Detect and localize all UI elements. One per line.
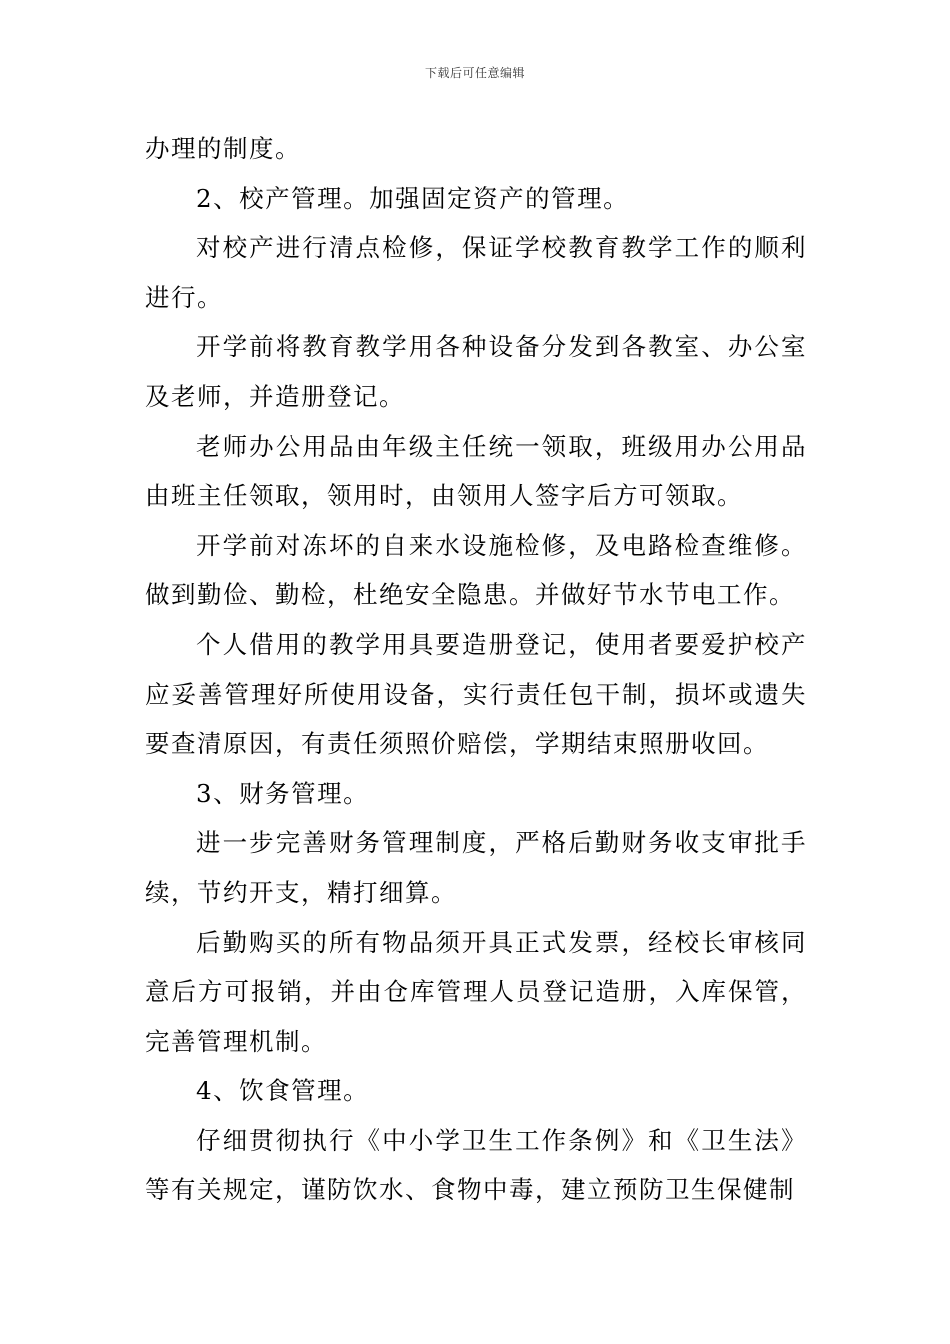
- page-header: 下载后可任意编辑: [424, 66, 525, 80]
- paragraph: 老师办公用品由年级主任统一领取，班级用办公用品由班主任领取，领用时，由领用人签字后方可领取。: [145, 431, 807, 511]
- paragraph: 后勤购买的所有物品须开具正式发票，经校长审核同意后方可报销，并由仓库管理人员登记造册，入库保管，完善管理机制。: [145, 927, 807, 1056]
- paragraph: 对校产进行清点检修，保证学校教育教学工作的顺利进行。: [145, 233, 807, 312]
- paragraph: 开学前对冻坏的自来水设施检修，及电路检查维修。做到勤俭、勤检，杜绝安全隐患。并做好节水节电工作。: [145, 530, 807, 610]
- paragraph: 开学前将教育教学用各种设备分发到各教室、办公室及老师，并造册登记。: [145, 332, 807, 411]
- paragraph: 进一步完善财务管理制度，严格后勤财务收支审批手续，节约开支，精打细算。: [145, 828, 807, 907]
- paragraph: 个人借用的教学用具要造册登记，使用者要爱护校产应妥善管理好所使用设备，实行责任包干制，损坏或遗失要查清原因，有责任须照价赔偿，学期结束照册收回。: [145, 629, 807, 759]
- document-body: [145, 124, 807, 1215]
- section-heading-asset-management: 2、校产管理。加强固定资产的管理。: [196, 183, 630, 213]
- paragraph-continuation: 办理的制度。: [145, 134, 301, 163]
- section-heading-finance-management: 3、财务管理。: [196, 778, 370, 808]
- section-heading-catering-management: 4、饮食管理。: [196, 1076, 370, 1106]
- paragraph: 仔细贯彻执行《中小学卫生工作条例》和《卫生法》等有关规定，谨防饮水、食物中毒，建立预防卫生保健制: [145, 1125, 807, 1205]
